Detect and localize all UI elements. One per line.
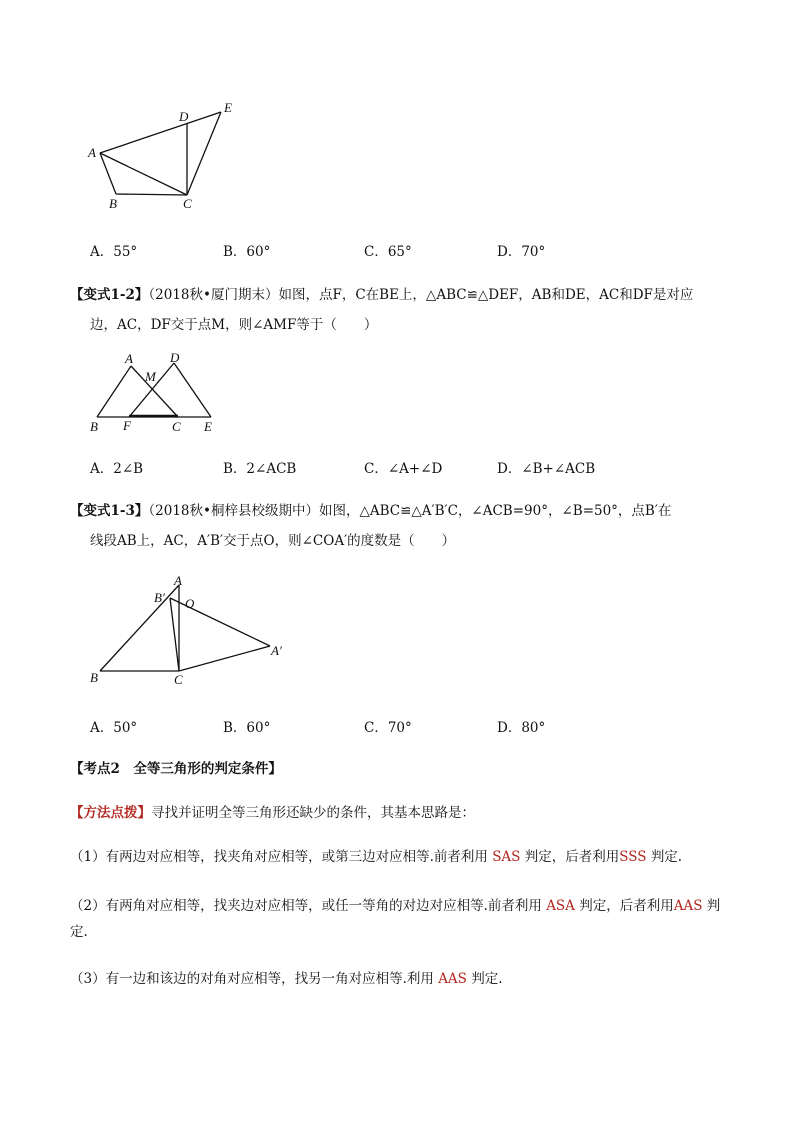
fig2-label-a: A bbox=[125, 351, 133, 366]
fig1-label-c: C bbox=[183, 196, 192, 211]
q2-option-c[interactable]: C．∠A+∠D bbox=[364, 461, 443, 477]
q2-line1: （2018秋•厦门期末）如图，点F，C在BE上，△ABC≌△DEF，AB和DE，AC和DF是对应 bbox=[148, 287, 694, 303]
fig3-line-b1c bbox=[170, 598, 179, 671]
q2-option-a[interactable]: A．2∠B bbox=[90, 461, 144, 477]
q2-option-d[interactable]: D．∠B+∠ACB bbox=[497, 461, 596, 477]
item2-aas: AAS bbox=[673, 898, 703, 914]
fig3-label-b: B bbox=[90, 670, 98, 685]
item2-prefix: （2）有两角对应相等，找夹边对应相等，或任一等角的对边对应相等.前者利用 bbox=[70, 898, 542, 914]
item3-suffix: 判定. bbox=[471, 971, 503, 987]
method-line bbox=[70, 803, 475, 823]
method-tag: 【方法点拨】 bbox=[70, 805, 151, 821]
item1-prefix: （1）有两边对应相等，找夹角对应相等，或第三边对应相等.前者利用 bbox=[70, 849, 488, 865]
item3-aas: AAS bbox=[438, 971, 467, 987]
fig3-label-b-prime: B′ bbox=[154, 590, 165, 605]
method-item-2 bbox=[70, 893, 730, 945]
item1-sss: SSS bbox=[619, 849, 647, 865]
fig1-line-ec bbox=[187, 112, 221, 195]
item2-mid: 判定，后者利用 bbox=[579, 898, 674, 914]
q1-option-b[interactable]: B．60° bbox=[223, 244, 271, 260]
fig1-line-ae bbox=[100, 112, 221, 153]
fig1-label-a: A bbox=[88, 145, 96, 160]
fig2-label-d: D bbox=[170, 350, 180, 365]
q2-tag: 【变式1-2】 bbox=[70, 287, 149, 303]
item2-suffix: 判定. bbox=[70, 898, 721, 940]
section-heading: 【考点2 全等三角形的判定条件】 bbox=[70, 761, 282, 777]
item3-prefix: （3）有一边和该边的对角对应相等，找另一角对应相等.利用 bbox=[70, 971, 434, 987]
fig2-label-f: F bbox=[123, 418, 131, 433]
fig1-label-e: E bbox=[224, 100, 232, 115]
q2-line2: 边，AC，DF交于点M，则∠AMF等于（ ） bbox=[90, 317, 378, 333]
q3-option-b[interactable]: B．60° bbox=[223, 720, 271, 736]
figure-2 bbox=[84, 348, 224, 434]
fig3-line-a1c bbox=[179, 646, 270, 671]
q1-option-d[interactable]: D．70° bbox=[497, 244, 546, 260]
fig3-label-o: O bbox=[185, 596, 195, 611]
fig3-line-ab bbox=[100, 585, 179, 671]
q3-line1: （2018秋•桐梓县校级期中）如图，△ABC≌△A′B′C，∠ACB=90°，∠B=50°，点B′在 bbox=[148, 503, 672, 519]
q3-option-d[interactable]: D．80° bbox=[497, 720, 546, 736]
q3-line2: 线段AB上，AC，A′B′交于点O，则∠COA′的度数是（ ） bbox=[90, 533, 456, 549]
fig1-line-bc bbox=[116, 194, 187, 195]
item1-sas: SAS bbox=[492, 849, 521, 865]
fig1-label-d: D bbox=[179, 109, 189, 124]
fig2-label-e: E bbox=[204, 419, 212, 434]
figure-1 bbox=[80, 95, 250, 215]
q3-question bbox=[70, 501, 671, 521]
item1-suffix: 判定. bbox=[650, 849, 683, 865]
method-text: 寻找并证明全等三角形还缺少的条件，其基本思路是： bbox=[151, 805, 475, 821]
figure-3 bbox=[84, 570, 294, 690]
fig2-label-b: B bbox=[90, 419, 98, 434]
q2-option-b[interactable]: B．2∠ACB bbox=[223, 461, 297, 477]
q1-option-a[interactable]: A．55° bbox=[90, 244, 138, 260]
q3-option-c[interactable]: C．70° bbox=[364, 720, 412, 736]
item2-asa: ASA bbox=[546, 898, 575, 914]
fig2-label-m: M bbox=[145, 369, 156, 384]
fig2-line-ab bbox=[97, 366, 131, 417]
q3-tag: 【变式1-3】 bbox=[70, 503, 149, 519]
fig1-line-ac bbox=[100, 153, 187, 195]
q2-question bbox=[70, 285, 693, 305]
fig3-label-a: A bbox=[174, 573, 182, 588]
fig2-line-de bbox=[174, 363, 211, 417]
fig3-label-a-prime: A′ bbox=[271, 643, 282, 658]
q3-option-a[interactable]: A．50° bbox=[90, 720, 138, 736]
method-item-3 bbox=[70, 969, 503, 989]
fig2-label-c: C bbox=[172, 419, 181, 434]
q1-option-c[interactable]: C．65° bbox=[364, 244, 412, 260]
method-item-1 bbox=[70, 847, 682, 867]
item1-mid: 判定，后者利用 bbox=[524, 849, 620, 865]
fig1-label-b: B bbox=[109, 196, 117, 211]
fig3-label-c: C bbox=[174, 672, 183, 687]
